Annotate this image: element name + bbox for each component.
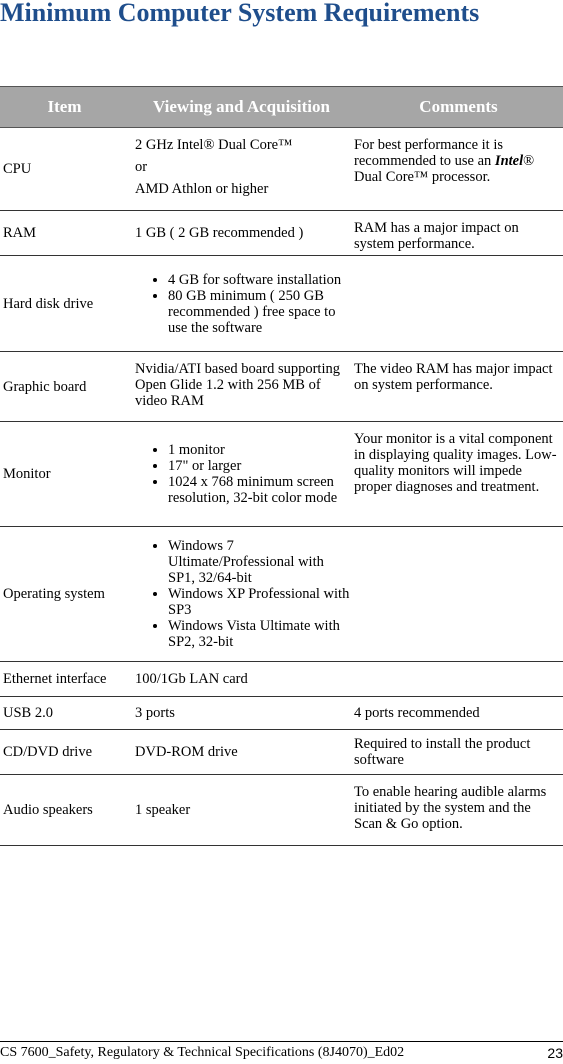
header-item: Item	[0, 87, 129, 128]
comment-text: ® Dual Core™ processor.	[354, 153, 535, 185]
page-footer	[0, 1041, 563, 1064]
list-item: • Windows XP Professional with SP3	[168, 586, 354, 618]
table-row	[0, 730, 563, 775]
viewing-cell	[129, 256, 354, 352]
comment-emphasis: Intel	[494, 153, 524, 169]
comment-text: For best performance it is recommended to use an	[354, 137, 503, 169]
list-item: • 1 monitor	[168, 442, 354, 458]
table-row	[0, 128, 563, 211]
list-item: • 80 GB minimum ( 250 GB recommended ) free space to use the software	[168, 288, 354, 336]
item-cell: USB 2.0	[0, 697, 129, 730]
comment-cell	[354, 527, 563, 662]
table-row	[0, 422, 563, 527]
item-cell: RAM	[0, 211, 129, 256]
table-row	[0, 352, 563, 422]
table-row	[0, 775, 563, 846]
viewing-cell: 1 GB ( 2 GB recommended )	[129, 211, 354, 256]
viewing-bullet-list	[135, 442, 354, 506]
table-row	[0, 697, 563, 730]
viewing-cell: 3 ports	[129, 697, 354, 730]
table-row	[0, 662, 563, 697]
comment-cell: Required to install the product software	[354, 730, 563, 775]
requirements-table	[0, 86, 563, 846]
viewing-cell	[129, 422, 354, 527]
viewing-paragraph: AMD Athlon or higher	[135, 181, 269, 197]
list-item: • Windows Vista Ultimate with SP2, 32-bit	[168, 618, 354, 650]
viewing-cell: 1 speaker	[129, 775, 354, 846]
viewing-paragraph: 2 GHz Intel® Dual Core™	[135, 137, 293, 153]
item-cell: Hard disk drive	[0, 256, 129, 352]
item-cell: CD/DVD drive	[0, 730, 129, 775]
comment-cell: 4 ports recommended	[354, 697, 563, 730]
item-cell: CPU	[0, 128, 129, 211]
table-row	[0, 256, 563, 352]
viewing-cell: Nvidia/ATI based board supporting Open Glide 1.2 with 256 MB of video RAM	[129, 352, 354, 422]
footer-document-title: CS 7600_Safety, Regulatory & Technical Specifications (8J4070)_Ed02	[0, 1045, 405, 1060]
comment-cell	[354, 128, 563, 211]
page-title: Minimum Computer System Requirements	[0, 0, 480, 27]
header-viewing-acquisition: Viewing and Acquisition	[129, 87, 354, 128]
viewing-paragraph: or	[135, 159, 148, 175]
viewing-bullet-list	[135, 538, 354, 650]
comment-cell: RAM has a major impact on system performance.	[354, 211, 563, 256]
item-cell: Audio speakers	[0, 775, 129, 846]
viewing-cell	[129, 128, 354, 211]
list-item: • 17" or larger	[168, 458, 354, 474]
list-item: • Windows 7 Ultimate/Professional with SP1, 32/64-bit	[168, 538, 354, 586]
list-item: • 1024 x 768 minimum screen resolution, 32-bit color mode	[168, 474, 354, 506]
viewing-cell	[129, 527, 354, 662]
viewing-cell: DVD-ROM drive	[129, 730, 354, 775]
viewing-bullet-list	[135, 272, 354, 336]
comment-cell: The video RAM has major impact on system performance.	[354, 352, 563, 422]
list-item: • 4 GB for software installation	[168, 272, 354, 288]
item-cell: Ethernet interface	[0, 662, 129, 697]
comment-cell: To enable hearing audible alarms initiated by the system and the Scan & Go option.	[354, 775, 563, 846]
viewing-cell: 100/1Gb LAN card	[129, 662, 354, 697]
item-cell: Graphic board	[0, 352, 129, 422]
item-cell: Operating system	[0, 527, 129, 662]
table-header-row	[0, 87, 563, 128]
header-comments: Comments	[354, 87, 563, 128]
comment-cell	[354, 256, 563, 352]
comment-cell: Your monitor is a vital component in displaying quality images. Low-quality monitors will impede proper diagnoses and treatment.	[354, 422, 563, 527]
comment-cell	[354, 662, 563, 697]
page-number: 23	[547, 1045, 563, 1061]
item-cell: Monitor	[0, 422, 129, 527]
table-row	[0, 211, 563, 256]
table-row	[0, 527, 563, 662]
